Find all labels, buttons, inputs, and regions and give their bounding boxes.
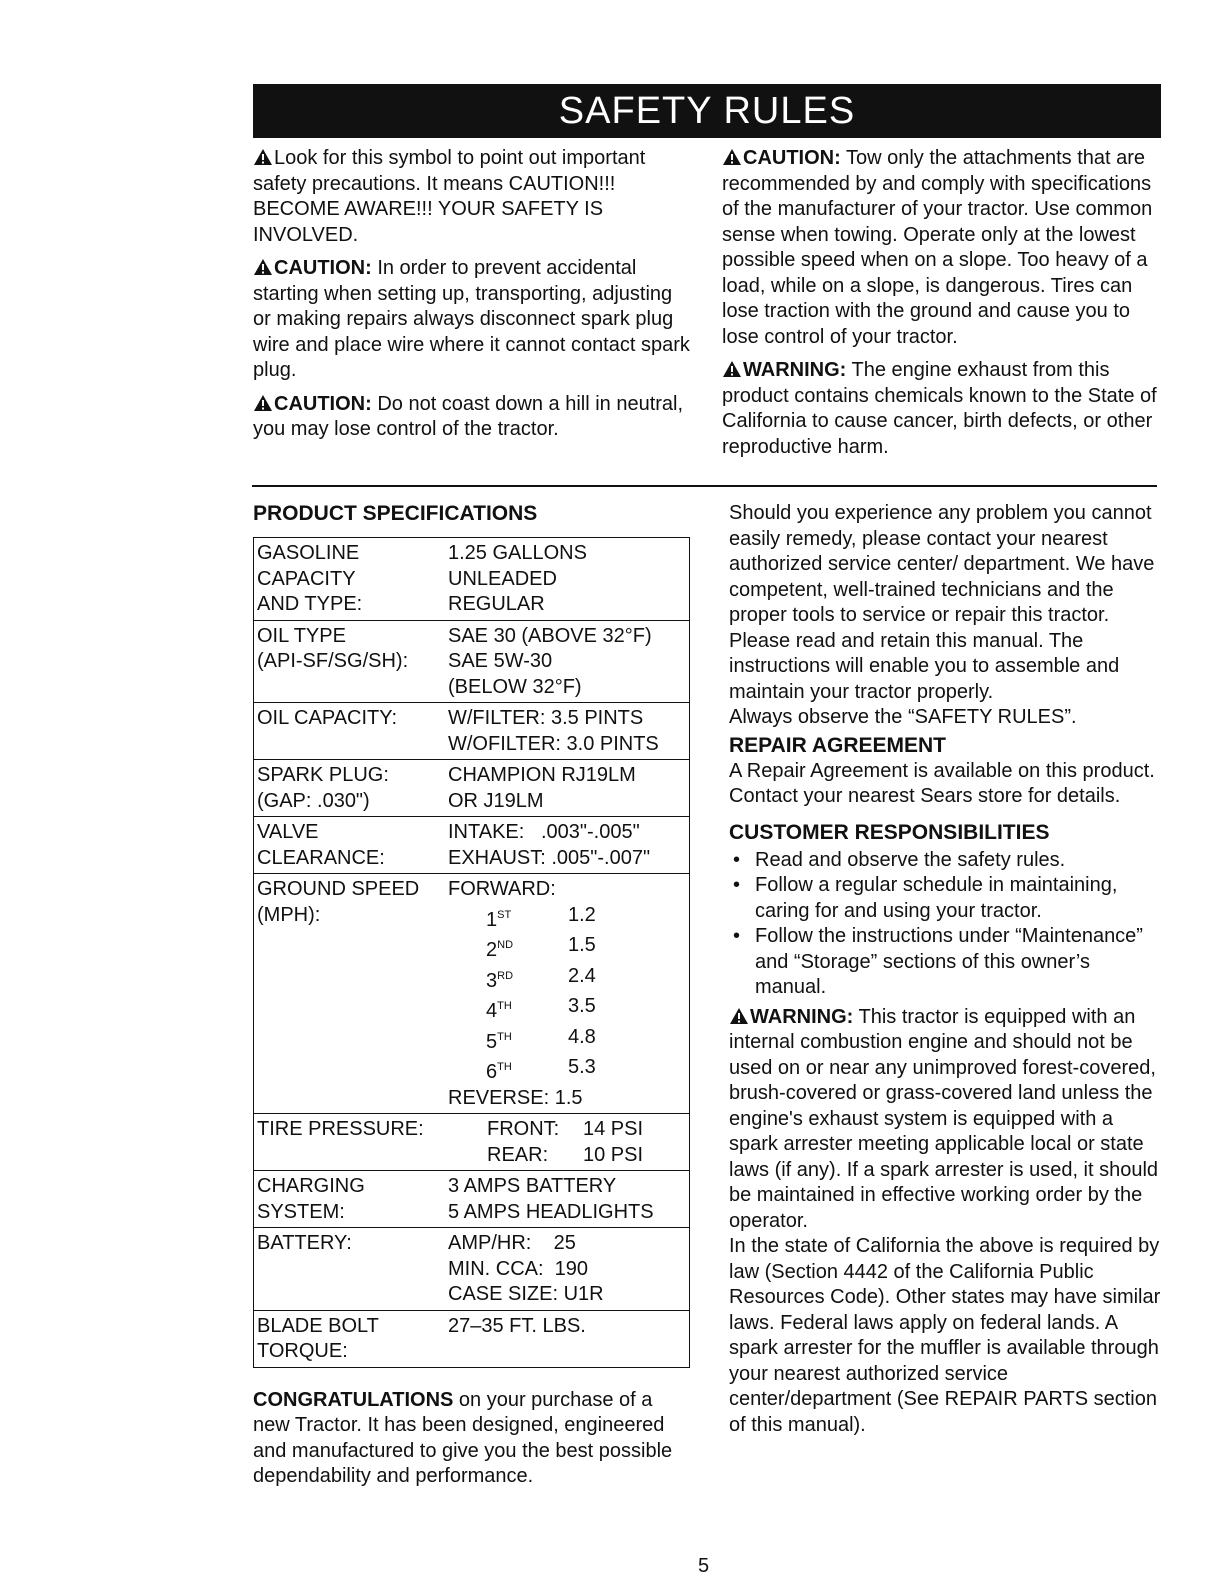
- list-item: • Follow a regular schedule in maintaining, caring for and using your tractor.: [755, 873, 1161, 924]
- gear-row: [448, 903, 687, 934]
- caution-paragraph: [722, 146, 1160, 350]
- spec-value: REVERSE: 1.5: [448, 1086, 583, 1109]
- spec-label: TORQUE:: [257, 1340, 348, 1362]
- spec-value: REGULAR: [448, 593, 545, 615]
- spec-label: (API-SF/SG/SH):: [257, 650, 409, 672]
- spec-label: TIRE PRESSURE:: [257, 1118, 424, 1140]
- gear-speed: 5.3: [568, 1056, 596, 1078]
- right-safety-column: [722, 146, 1160, 468]
- list-item: • Follow the instructions under “Maintenance” and “Storage” sections of this owner’s manual.: [755, 924, 1161, 1001]
- caution-label: CAUTION:: [274, 392, 372, 415]
- gear-row: [448, 994, 687, 1025]
- gear-row: [448, 964, 687, 995]
- caution-text: Do not coast down a hill in neutral, you may lose control of the tractor.: [253, 392, 684, 440]
- page-number: 5: [698, 1555, 710, 1577]
- tire-rear-value: 10 PSI: [583, 1143, 644, 1166]
- warning-label: WARNING:: [750, 1005, 854, 1028]
- responsibilities-heading: CUSTOMER RESPONSIBILITIES: [729, 820, 1050, 844]
- spec-value: CASE SIZE: U1R: [448, 1283, 604, 1305]
- intro-paragraph: [253, 146, 693, 248]
- spec-value: EXHAUST: .005"-.007": [448, 846, 651, 869]
- spec-label: VALVE: [257, 821, 319, 843]
- congratulations-text: on your purchase of a new Tractor. It has been designed, engineered and manufactured to give you the best possible dependability and performance.: [253, 1388, 673, 1487]
- intro-text: Look for this symbol to point out important safety precautions. It means CAUTION!!! BECOME AWARE!!! YOUR SAFETY IS INVOLVED.: [253, 147, 646, 246]
- table-row: [254, 1114, 690, 1171]
- spec-label: SYSTEM:: [257, 1200, 345, 1223]
- table-row: [254, 1310, 690, 1367]
- table-row: [254, 620, 690, 703]
- warning-paragraph: [722, 358, 1160, 460]
- responsibilities-list: [729, 848, 1161, 1001]
- gear-row: [448, 1025, 687, 1056]
- spec-value: 27–35 FT. LBS.: [448, 1314, 586, 1337]
- spec-value: OR J19LM: [448, 789, 544, 812]
- warning-triangle-icon: [722, 148, 742, 166]
- gear-suffix: RD: [497, 969, 514, 982]
- tire-front-value: 14 PSI: [583, 1118, 644, 1140]
- specifications-table: [253, 537, 690, 1368]
- gear-number: 1: [486, 908, 498, 931]
- warning-triangle-icon: [253, 148, 273, 166]
- gear-speed: 2.4: [568, 964, 596, 987]
- spec-value: SAE 30 (ABOVE 32°F): [448, 624, 652, 647]
- gear-suffix: TH: [497, 1030, 512, 1043]
- gear-speed: 3.5: [568, 995, 596, 1017]
- service-paragraph: Should you experience any problem you cannot easily remedy, please contact your nearest authorized service center/ department. We have competent, well-trained technicians and the proper tools to service or repair this tractor.: [729, 502, 1155, 626]
- spec-label: GASOLINE: [257, 542, 360, 564]
- spec-label: SPARK PLUG:: [257, 764, 389, 786]
- caution-text: In order to prevent accidental starting when setting up, transporting, adjusting or making repairs always disconnect spark plug wire and place wire where it cannot contact spark plug.: [253, 257, 690, 381]
- gear-number: 4: [486, 1000, 498, 1022]
- spec-label: OIL CAPACITY:: [257, 707, 398, 729]
- gear-number: 6: [486, 1061, 498, 1083]
- spec-value: (BELOW 32°F): [448, 675, 582, 698]
- tire-front-label: FRONT:: [487, 1118, 560, 1140]
- gear-speed: 1.5: [568, 934, 596, 956]
- table-row: [254, 1171, 690, 1228]
- tire-rear-label: REAR:: [487, 1143, 549, 1166]
- congratulations-paragraph: [253, 1388, 693, 1490]
- spec-value: 5 AMPS HEADLIGHTS: [448, 1200, 654, 1223]
- caution-label: CAUTION:: [274, 257, 372, 279]
- spec-value: SAE 5W-30: [448, 650, 553, 672]
- spec-value: INTAKE: .003"-.005": [448, 821, 640, 843]
- spec-value: UNLEADED: [448, 567, 557, 590]
- gear-suffix: ND: [497, 939, 514, 951]
- spec-label: AND TYPE:: [257, 593, 363, 615]
- page-title: SAFETY RULES: [253, 84, 1161, 138]
- spec-value: MIN. CCA: 190: [448, 1257, 589, 1280]
- spec-value: 3 AMPS BATTERY: [448, 1175, 617, 1197]
- retain-manual-paragraph: Please read and retain this manual. The instructions will enable you to assemble and maintain your tractor properly.: [729, 629, 1120, 703]
- section-divider: [252, 485, 1157, 487]
- warning-text: The engine exhaust from this product contains chemicals known to the State of California to cause cancer, birth defects, or other reproductive harm.: [722, 359, 1157, 458]
- table-row: [254, 760, 690, 817]
- warning-label: WARNING:: [743, 359, 847, 381]
- table-row: [254, 703, 690, 760]
- gear-suffix: TH: [497, 1061, 512, 1073]
- right-info-column: [729, 501, 1161, 1438]
- repair-agreement-heading: REPAIR AGREEMENT: [729, 733, 947, 757]
- warning-triangle-icon: [253, 394, 273, 412]
- warning-paragraph: [729, 1005, 1161, 1235]
- gear-suffix: ST: [497, 908, 512, 921]
- gear-speed: 1.2: [568, 903, 596, 926]
- specifications-heading: PRODUCT SPECIFICATIONS: [253, 502, 538, 525]
- gear-number: 3: [486, 969, 498, 992]
- spec-value: FORWARD:: [448, 878, 556, 900]
- congratulations-lead: CONGRATULATIONS: [253, 1388, 454, 1411]
- spec-label: (GAP: .030"): [257, 789, 370, 812]
- list-item: • Read and observe the safety rules.: [755, 848, 1161, 874]
- gear-speed: 4.8: [568, 1025, 596, 1048]
- specifications-section: [253, 501, 693, 1498]
- gear-number: 2: [486, 939, 498, 961]
- caution-paragraph: [253, 392, 693, 443]
- warning-text: This tractor is equipped with an internal combustion engine and should not be used on or near any unimproved forest-covered, brush-covered or grass-covered land unless the engine's exhaust system is equipped with a spark arrester meeting applicable local or state laws (if any). If a spark arrester is used, it should be maintained in effective working order by the operator.: [729, 1005, 1159, 1232]
- spec-label: GROUND SPEED: [257, 878, 420, 900]
- left-safety-column: [253, 146, 693, 451]
- spec-value: W/FILTER: 3.5 PINTS: [448, 707, 644, 729]
- spec-value: AMP/HR: 25: [448, 1232, 576, 1254]
- table-row: [254, 538, 690, 621]
- repair-agreement-text: A Repair Agreement is available on this product. Contact your nearest Sears store for details.: [729, 759, 1155, 807]
- caution-label: CAUTION:: [743, 147, 841, 169]
- spec-label: CLEARANCE:: [257, 846, 385, 869]
- spec-label: CAPACITY: [257, 567, 356, 590]
- california-law-paragraph: In the state of California the above is required by law (Section 4442 of the California Public Resources Code). Other states may have similar laws. Federal laws apply on federal lands. A spark arrester for the muffler is available through your nearest authorized service center/department (See REPAIR PARTS section of this manual).: [729, 1235, 1161, 1436]
- gear-row: [448, 933, 687, 964]
- spec-label: BATTERY:: [257, 1232, 352, 1254]
- table-row: [254, 1228, 690, 1311]
- spec-value: W/OFILTER: 3.0 PINTS: [448, 732, 659, 755]
- caution-paragraph: [253, 256, 693, 384]
- caution-text: Tow only the attachments that are recommended by and comply with specifications of the manufacturer of your tractor. Use common sense when towing. Operate only at the lowest possible speed when on a slope. Too heavy of a load, while on a slope, is dangerous. Tires can lose traction with the ground and cause you to lose control of your tractor.: [722, 147, 1153, 348]
- spec-label: OIL TYPE: [257, 624, 346, 647]
- gear-suffix: TH: [497, 1000, 512, 1012]
- table-row: [254, 817, 690, 874]
- spec-label: (MPH):: [257, 903, 321, 926]
- warning-triangle-icon: [253, 258, 273, 276]
- warning-triangle-icon: [729, 1007, 749, 1025]
- warning-triangle-icon: [722, 360, 742, 378]
- table-row: [254, 874, 690, 1114]
- spec-label: CHARGING: [257, 1175, 365, 1197]
- spec-label: BLADE BOLT: [257, 1314, 379, 1337]
- spec-value: CHAMPION RJ19LM: [448, 764, 636, 786]
- gear-number: 5: [486, 1030, 498, 1053]
- spec-value: 1.25 GALLONS: [448, 542, 587, 564]
- observe-rules-paragraph: Always observe the “SAFETY RULES”.: [729, 706, 1077, 728]
- gear-row: [448, 1055, 687, 1086]
